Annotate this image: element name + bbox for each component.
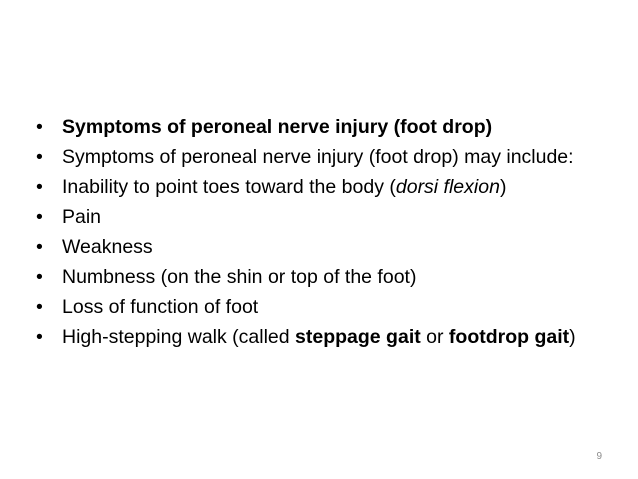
page-number: 9 (596, 451, 602, 462)
bullet-marker: • (36, 176, 43, 198)
bullet-text-segment: ) (569, 326, 576, 348)
bullet-text-segment: Numbness (on the shin or top of the foot) (62, 266, 417, 288)
bullet-text-segment: Inability to point toes toward the body ( (62, 176, 396, 198)
bullet-text-segment: Weakness (62, 236, 153, 258)
bullet-item (36, 326, 596, 349)
bullet-text-segment: dorsi flexion (395, 176, 500, 198)
bullet-marker: • (36, 146, 43, 168)
bullet-marker: • (36, 236, 43, 258)
bullet-marker: • (36, 116, 43, 138)
bullet-text-segment: Symptoms of peroneal nerve injury (foot drop) (62, 116, 493, 138)
bullet-item (36, 236, 596, 259)
bullet-text-segment: steppage gait (295, 326, 421, 348)
bullet-item (36, 296, 596, 319)
bullet-text-segment: ) (499, 176, 507, 198)
bullet-item (36, 116, 596, 139)
bullet-text-segment: Loss of function of foot (62, 296, 259, 318)
bullet-item (36, 146, 596, 169)
bullet-text-segment: Pain (62, 206, 102, 228)
bullet-marker: • (36, 296, 43, 318)
bullet-item (36, 206, 596, 229)
bullet-item (36, 266, 596, 289)
bullet-text-segment: footdrop gait (448, 326, 570, 348)
bullet-marker: • (36, 326, 43, 348)
bullet-list (36, 116, 596, 356)
bullet-item (36, 176, 596, 199)
bullet-text-segment: Symptoms of peroneal nerve injury (foot drop) may include: (62, 146, 574, 168)
bullet-text-segment: High-stepping walk (called (62, 326, 296, 348)
bullet-marker: • (36, 266, 43, 288)
bullet-marker: • (36, 206, 43, 228)
bullet-text-segment: or (420, 326, 449, 348)
